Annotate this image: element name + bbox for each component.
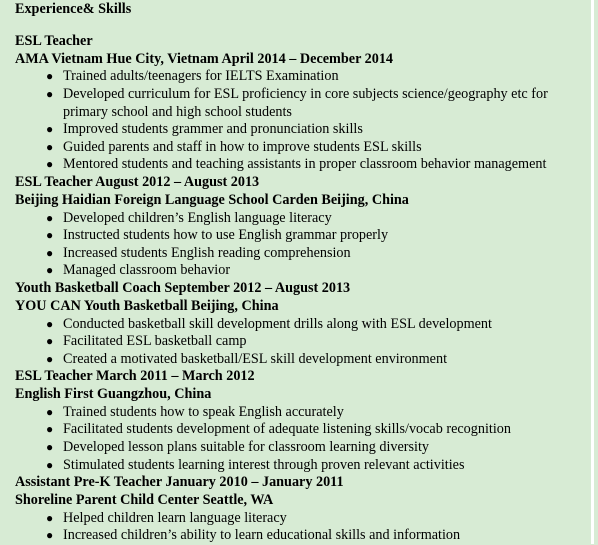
list-item: ● Stimulated students learning interest through proven relevant activities: [46, 456, 465, 473]
bullet-icon: ●: [46, 422, 54, 437]
job-duties-list: [15, 68, 591, 174]
list-item: ● Guided parents and staff in how to improve students ESL skills: [46, 138, 422, 155]
bullet-icon: ●: [46, 122, 54, 137]
bullet-icon: ●: [46, 528, 54, 543]
job-title-line: ESL Teacher March 2011 – March 2012: [15, 368, 255, 385]
job-duties-list: [15, 210, 591, 280]
list-item: ● Increased children’s ability to learn educational skills and information: [46, 527, 461, 544]
job-you-can-basketball: [15, 280, 591, 368]
bullet-icon: ●: [46, 210, 54, 225]
bullet-icon: ●: [46, 228, 54, 243]
list-item: ● Facilitated ESL basketball camp: [46, 333, 247, 350]
bullet-icon: ●: [46, 334, 54, 349]
bullet-icon: ●: [46, 245, 54, 260]
job-duties-list: [15, 510, 591, 545]
job-title-line: ESL Teacher: [15, 32, 93, 49]
list-item: ● Trained adults/teenagers for IELTS Examination: [46, 68, 339, 85]
list-item: ● Managed classroom behavior: [46, 262, 231, 279]
list-item: ● Increased students English reading comprehension: [46, 244, 351, 261]
bullet-icon: ●: [46, 69, 54, 84]
job-employer-line: Shoreline Parent Child Center Seattle, WA: [15, 492, 274, 509]
list-item: ● Facilitated students development of adequate listening skills/vocab recognition: [46, 421, 511, 438]
bullet-icon: ●: [46, 139, 54, 154]
job-title-line: Youth Basketball Coach September 2012 – August 2013: [15, 279, 351, 296]
job-employer-line: YOU CAN Youth Basketball Beijing, China: [15, 297, 279, 314]
list-item: ● Instructed students how to use English grammar properly: [46, 227, 389, 244]
job-title-line: ESL Teacher August 2012 – August 2013: [15, 173, 260, 190]
bullet-icon: ●: [46, 157, 54, 172]
list-item: ● Improved students grammer and pronunciation skills: [46, 121, 363, 138]
bullet-icon: ●: [46, 316, 54, 331]
list-item: ● Trained students how to speak English accurately: [46, 403, 344, 420]
bullet-icon: ●: [46, 86, 54, 101]
section-title: Experience& Skills: [15, 1, 132, 17]
list-item: ● Helped children learn language literacy: [46, 509, 287, 526]
job-english-first: [15, 368, 591, 474]
list-item: ● Conducted basketball skill development drills along with ESL development: [46, 315, 492, 332]
list-item: ● Developed children’s English language literacy: [46, 209, 332, 226]
bullet-icon: ●: [46, 510, 54, 525]
job-duties-list: [15, 404, 591, 474]
list-item: ● Developed curriculum for ESL proficiency in core subjects science/geography etc for primary school and high school students: [46, 85, 548, 120]
list-item: ● Developed lesson plans suitable for classroom learning diversity: [46, 439, 430, 456]
spacer: [15, 19, 591, 33]
list-item: ● Mentored students and teaching assistants in proper classroom behavior management: [46, 156, 547, 173]
job-title-line: Assistant Pre-K Teacher January 2010 – January 2011: [15, 474, 344, 491]
job-employer-line: Beijing Haidian Foreign Language School Carden Beijing, China: [15, 191, 409, 208]
list-item: ● Created a motivated basketball/ESL skill development environment: [46, 350, 448, 367]
bullet-icon: ●: [46, 440, 54, 455]
job-beijing-haidian: [15, 174, 591, 280]
bullet-icon: ●: [46, 263, 54, 278]
job-ama-vietnam: [15, 33, 591, 174]
bullet-icon: ●: [46, 404, 54, 419]
bullet-icon: ●: [46, 351, 54, 366]
job-duties-list: [15, 316, 591, 369]
job-employer-line: AMA Vietnam Hue City, Vietnam April 2014 – December 2014: [15, 50, 394, 67]
job-employer-line: English First Guangzhou, China: [15, 386, 212, 403]
bullet-icon: ●: [46, 457, 54, 472]
job-shoreline: [15, 474, 591, 545]
